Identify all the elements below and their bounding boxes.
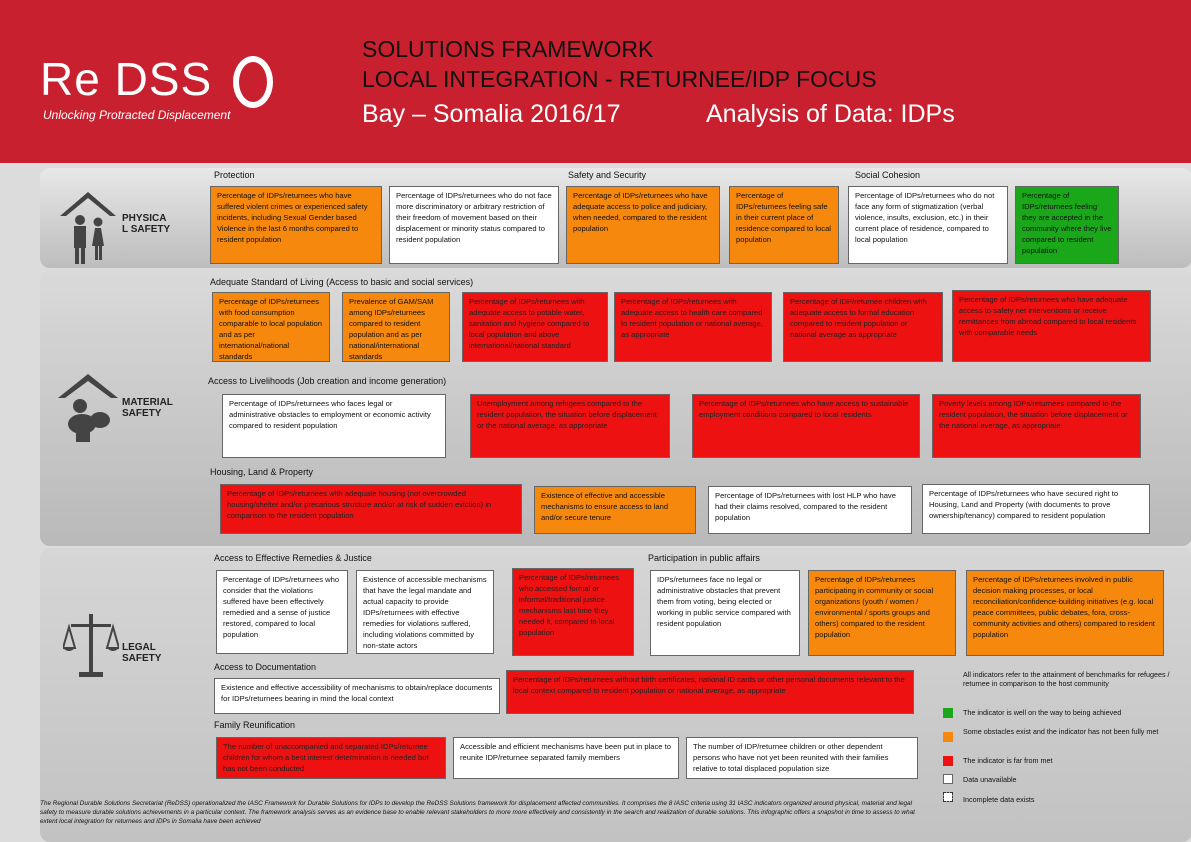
indicator-adequate-housing: Percentage of IDPs/returnees with adequate housing (not overcrowded housing/shelter and/or precarious structure and/or at risk of sudden eviction) in comparison to the resident population (220, 484, 522, 534)
logo: Re DSS (40, 53, 213, 105)
indicator-missing-documents: Percentage of IDPs/returnees without birth certificates, national ID cards or other personal documents relevant to the local context compared to resident population or national average, as appropriate (506, 670, 914, 714)
indicator-water-sanitation: Percentage of IDPs/returnees with adequate access to potable water, sanitation and hygiene compared to local population and above international/national standard (462, 292, 608, 362)
livelihoods-label: Access to Livelihoods (Job creation and income generation) (208, 376, 447, 386)
indicator-violations-remedied: Percentage of IDPs/returnees who consider that the violations suffered have been effectively remedied and a sense of justice restored, compared to local population (216, 570, 348, 654)
indicator-sustainable-employment: Percentage of IDPs/returnees who have access to sustainable employment conditions compared to local residents (692, 394, 920, 458)
legend-red: The indicator is far from met (963, 756, 1053, 765)
documentation-label: Access to Documentation (214, 662, 317, 672)
indicator-police-access: Percentage of IDPs/returnees who have adequate access to police and judiciary, when needed, compared to the resident population (566, 186, 720, 264)
legend-green-swatch (943, 708, 953, 718)
indicator-feeling-safe: Percentage of IDPs/returnees feeling safe in their current place of residence compared to local population (729, 186, 839, 264)
indicator-freedom-movement: Percentage of IDPs/returnees who do not face more discriminatory or arbitrary restriction of their freedom of movement based on their displacement or minority status compared to resident population (389, 186, 559, 264)
indicator-reunification-mechanisms: Accessible and efficient mechanisms have been put in place to reunite IDP/returnee separated family members (453, 737, 679, 779)
title-line-1: SOLUTIONS FRAMEWORK (362, 36, 654, 62)
family-reunification-label: Family Reunification (214, 720, 296, 730)
remedies-label: Access to Effective Remedies & Justice (214, 553, 372, 563)
indicator-accepted-community: Percentage of IDPs/returnees feeling they are accepted in the community where they live compared to resident population (1015, 186, 1119, 264)
participation-label: Participation in public affairs (648, 553, 760, 563)
indicator-unemployment: Unemployment among refugees compared to the resident population, the situation before displacement or the national average, as appropriate (470, 394, 670, 458)
indicator-land-tenure: Existence of effective and accessible mechanisms to ensure access to land and/or secure tenure (534, 486, 696, 534)
indicator-education: Percentage of IDP/returnee children with adequate access to formal education compared to resident population or national average as appropriate (783, 292, 943, 362)
indicator-remedy-mechanisms: Existence of accessible mechanisms that have the legal mandate and actual capacity to provide IDPs/returnees with effective remedies for violations suffered, including violations committed by non-state actors (356, 570, 494, 654)
legend-green: The indicator is well on the way to being achieved (963, 708, 1122, 717)
indicator-gam-sam: Prevalence of GAM/SAM among IDPs/returnees compared to resident population and as per national/international standards (342, 292, 450, 362)
protection-label: Protection (214, 170, 255, 180)
legend-red-swatch (943, 756, 953, 766)
legend-incomplete: Incomplete data exists (963, 795, 1035, 804)
logo-ring-icon (233, 56, 273, 108)
indicator-document-mechanisms: Existence and effective accessibility of mechanisms to obtain/replace documents for IDPs/returnees bearing in mind the local context (214, 678, 500, 714)
safety-security-label: Safety and Security (568, 170, 647, 180)
indicator-hlp-rights: Percentage of IDPs/returnees who have secured right to Housing, Land and Property (with documents to prove ownership/tenancy) compared to resident population (922, 484, 1150, 534)
material-safety-label: MATERIAL SAFETY (122, 397, 173, 419)
indicator-stigmatization: Percentage of IDPs/returnees who do not face any form of stigmatization (verbal violence, insults, exclusion, etc.) in their current place of residence, compared to local population (848, 186, 1008, 264)
legend-orange-swatch (943, 732, 953, 742)
legal-safety-label: LEGAL SAFETY (122, 642, 162, 664)
legend-white: Data unavailable (963, 775, 1017, 784)
social-cohesion-label: Social Cohesion (855, 170, 921, 180)
title-line-2: LOCAL INTEGRATION - RETURNEE/IDP FOCUS (362, 66, 877, 92)
housing-label: Housing, Land & Property (210, 467, 314, 477)
legend-note: All indicators refer to the attainment of benchmarks for refugees / returnee in comparison to the host community (963, 670, 1170, 688)
indicator-unaccompanied-children: The number of unaccompanied and separated IDPs/returnee children for whom a best interest determination is needed but has not been conducted (216, 737, 446, 779)
indicator-decision-making: Percentage of IDPs/returnees involved in public decision making processes, or local reconciliation/confidence-building initiatives (e.g. local peace committees, public debates, fora, cross-community activities and others) compared to resident population (966, 570, 1164, 656)
people-house-icon (58, 190, 118, 266)
footer-note: The Regional Durable Solutions Secretariat (ReDSS) operationalized the IASC Framework for Durable Solutions for IDPs to develop the ReDSS Solutions framework for displacement affected communities. It comprises the 8 IASC criteria using 31 IASC indicators organized around physical, material and legal safety to measure durable solutions achievements in a particular context. The framework analysis serves as an evidence base to enable relevant stakeholders to more more effectively and consistently in the search and realization of durable solutions. This infographic offers a snapshot in time to assess to what extent local integration for returnees and IDPs in Somalia have been achieved (40, 800, 915, 825)
legend-incomplete-swatch (943, 792, 953, 802)
indicator-health-care: Percentage of IDPs/returnees with adequate access to health care compared to resident population or national average, as appropriate (614, 292, 772, 362)
indicator-poverty-levels: Poverty levels among IDPs/returnees compared to the resident population, the situation before displacement or the national average, as appropriate (932, 394, 1141, 458)
analysis-title: Analysis of Data: IDPs (706, 100, 955, 128)
indicator-community-participation: Percentage of IDPs/returnees participating in community or social organizations (youth / women / environmental / sports groups and others) compared to the resident population (808, 570, 956, 656)
logo-tagline: Unlocking Protracted Displacement (43, 108, 231, 122)
adequate-standard-label: Adequate Standard of Living (Access to basic and social services) (210, 277, 474, 287)
indicator-voting-obstacles: IDPs/returnees face no legal or administrative obstacles that prevent them from voting, being elected or working in public service compared with resident population (650, 570, 800, 656)
house-food-icon (56, 372, 120, 444)
indicator-children-not-reunited: The number of IDP/returnee children or other dependent persons who have not yet been reunited with their families relative to total displaced population size (686, 737, 918, 779)
indicator-hlp-claims: Percentage of IDPs/returnees with lost HLP who have had their claims resolved, compared to the resident population (708, 486, 912, 534)
indicator-safety-net: Percentage of IDPs/returnees who have adequate access to safety net interventions or receive remittances from abroad compared to local residents with comparable needs (952, 290, 1151, 362)
legend-white-swatch (943, 774, 953, 784)
legend-orange: Some obstacles exist and the indicator has not been fully met (963, 727, 1159, 736)
indicator-justice-access: Percentage of IDPs/returnees who accessed formal or informal/traditional justice mechanisms last time they needed it, compared to local population (512, 568, 634, 656)
indicator-employment-obstacles: Percentage of IDPs/returnees who faces legal or administrative obstacles to employment or economic activity compared to resident population (222, 394, 446, 458)
physical-safety-label: PHYSICA L SAFETY (122, 213, 171, 235)
header-banner (0, 0, 1191, 163)
location-title: Bay – Somalia 2016/17 (362, 100, 621, 128)
indicator-violent-crimes: Percentage of IDPs/returnees who have suffered violent crimes or experienced safety incidents, including Sexual Gender based Violence in the last 6 months compared to resident population (210, 186, 382, 264)
scales-justice-icon (63, 612, 119, 682)
indicator-food-consumption: Percentage of IDPs/returnees with food consumption comparable to local population and as per international/national standards (212, 292, 330, 362)
